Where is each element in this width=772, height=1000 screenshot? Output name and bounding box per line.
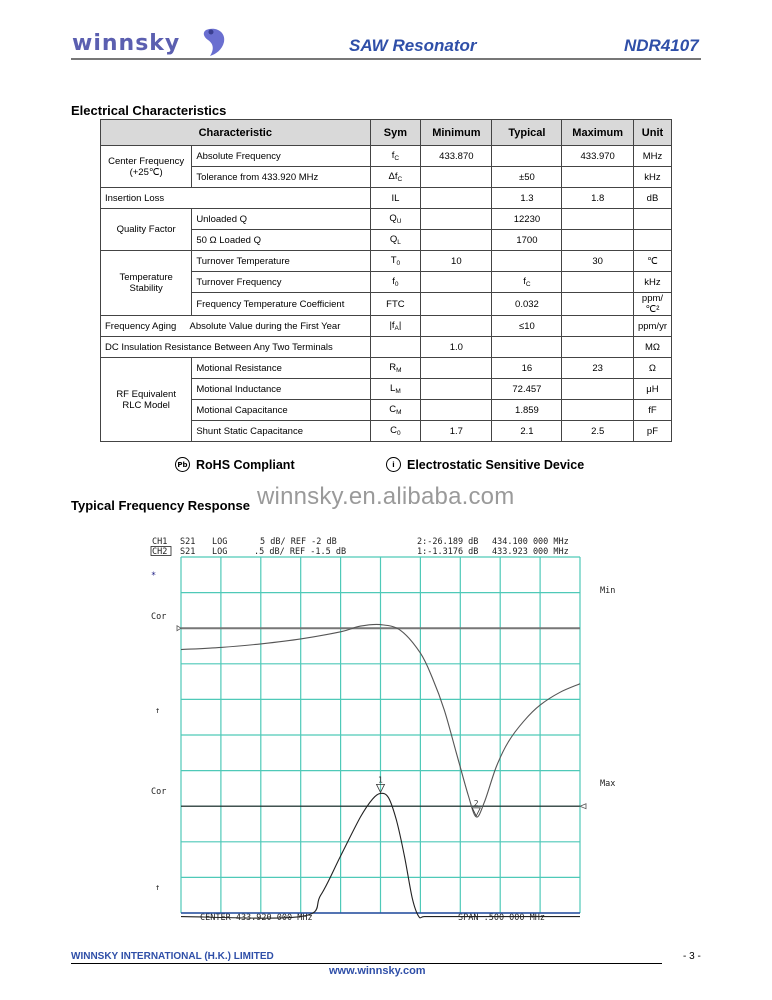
group-quality-factor: Quality Factor	[101, 209, 192, 251]
ch1-scale: 5 dB/ REF -2 dB	[260, 537, 337, 547]
min-cell	[421, 272, 492, 293]
unit-cell: kHz	[633, 167, 671, 188]
param-cell: Shunt Static Capacitance	[192, 421, 370, 442]
max-cell: 2.5	[562, 421, 634, 442]
max-cell	[562, 230, 634, 251]
info-icon: i	[386, 457, 401, 472]
section-title-electrical: Electrical Characteristics	[71, 103, 227, 118]
typ-cell: $f_C$	[492, 272, 562, 293]
param-cell: Absolute Frequency	[192, 146, 370, 167]
param-cell: Motional Resistance	[192, 358, 370, 379]
unit-cell: Ω	[633, 358, 671, 379]
min-cell: 433.870	[421, 146, 492, 167]
unit-cell	[633, 209, 671, 230]
ch2-marker-freq: 433.923 000 MHz	[492, 547, 569, 557]
max-cell	[562, 316, 634, 337]
max-cell	[562, 209, 634, 230]
x-label-span: SPAN .500 000 MHz	[458, 913, 545, 923]
typ-cell: 2.1	[492, 421, 562, 442]
param-cell: Motional Capacitance	[192, 400, 370, 421]
min-cell	[421, 230, 492, 251]
sym-cell: $C_M$	[370, 400, 421, 421]
unit-cell: ppm/yr	[633, 316, 671, 337]
document-title: SAW Resonator	[349, 36, 477, 55]
ch1-reference-marker	[177, 626, 181, 631]
right-label-max: Max	[600, 779, 616, 789]
sym-cell: $f_C$	[370, 146, 421, 167]
table-row	[101, 316, 672, 337]
param-cell: Insertion Loss	[101, 188, 371, 209]
sym-cell: $f_0$	[370, 272, 421, 293]
table-row	[101, 209, 672, 230]
ch2-reference-marker	[580, 804, 586, 809]
unit-cell: μH	[633, 379, 671, 400]
min-cell	[421, 293, 492, 316]
min-cell	[421, 167, 492, 188]
unit-cell: MHz	[633, 146, 671, 167]
sym-cell: $|f_A|$	[370, 316, 421, 337]
min-cell	[421, 379, 492, 400]
param-cell: Turnover Frequency	[192, 272, 370, 293]
ch2-scale: .5 dB/ REF -1.5 dB	[254, 547, 347, 557]
group-center-frequency: Center Frequency (+25℃)	[101, 146, 192, 188]
col-header-minimum: Minimum	[421, 120, 492, 146]
col-header-maximum: Maximum	[562, 120, 634, 146]
footer-company: WINNSKY INTERNATIONAL (H.K.) LIMITED	[71, 951, 274, 962]
footer-url[interactable]: www.winnsky.com	[329, 965, 426, 977]
grid	[181, 557, 580, 913]
unit-cell	[633, 230, 671, 251]
part-number: NDR4107	[624, 36, 699, 55]
param-cell: Frequency Temperature Coefficient	[192, 293, 370, 316]
typ-cell: 1.859	[492, 400, 562, 421]
col-header-characteristic: Characteristic	[101, 120, 371, 146]
header-divider	[71, 58, 701, 60]
typ-cell: 72.457	[492, 379, 562, 400]
marker-1-label: 1	[378, 775, 383, 785]
frequency-response-chart	[140, 530, 640, 930]
left-label-arrow-1: ↑	[155, 706, 161, 716]
ch1-marker-readout: 2:-26.189 dB	[417, 537, 479, 547]
typ-cell: 0.032	[492, 293, 562, 316]
param-cell: DC Insulation Resistance Between Any Two Terminals	[101, 337, 371, 358]
max-cell	[562, 272, 634, 293]
section-title-response: Typical Frequency Response	[71, 498, 250, 513]
watermark: winnsky.en.alibaba.com	[257, 483, 515, 510]
ch1-label: CH1	[152, 537, 168, 547]
rohs-label: RoHS Compliant	[196, 457, 295, 472]
typ-cell: ≤10	[492, 316, 562, 337]
sym-cell: $\Delta f_C$	[370, 167, 421, 188]
footer-divider	[71, 963, 662, 964]
lead-free-icon: Pb	[175, 457, 190, 472]
left-label-cor-1: Cor	[151, 612, 167, 622]
table-header-row	[101, 120, 672, 146]
unit-cell: kHz	[633, 272, 671, 293]
unit-cell: ppm/℃²	[633, 293, 671, 316]
left-label-arrow-2: ↑	[155, 883, 161, 893]
min-cell	[421, 358, 492, 379]
param-cell: Motional Inductance	[192, 379, 370, 400]
typ-cell	[492, 146, 562, 167]
typ-cell: 1700	[492, 230, 562, 251]
unit-cell: ℃	[633, 251, 671, 272]
param-cell: Unloaded Q	[192, 209, 370, 230]
max-cell	[562, 167, 634, 188]
svg-text:winnsky: winnsky	[72, 31, 181, 56]
min-cell	[421, 400, 492, 421]
group-rf-equivalent: RF Equivalent RLC Model	[101, 358, 192, 442]
electrical-characteristics-table	[100, 119, 672, 442]
param-cell: Tolerance from 433.920 MHz	[192, 167, 370, 188]
min-cell	[421, 316, 492, 337]
right-label-min: Min	[600, 586, 616, 596]
ch1-param: S21	[180, 537, 196, 547]
ch2-format: LOG	[212, 547, 228, 557]
left-label-cor-2: Cor	[151, 787, 167, 797]
max-cell	[562, 293, 634, 316]
ch2-marker-readout: 1:-1.3176 dB	[417, 547, 479, 557]
unit-cell: pF	[633, 421, 671, 442]
sym-cell: $Q_U$	[370, 209, 421, 230]
ch2-label: CH2	[152, 547, 168, 557]
table-row	[101, 251, 672, 272]
unit-cell: MΩ	[633, 337, 671, 358]
min-cell: 10	[421, 251, 492, 272]
sym-cell: $T_0$	[370, 251, 421, 272]
max-cell: 1.8	[562, 188, 634, 209]
sym-cell: IL	[370, 188, 421, 209]
sym-cell: FTC	[370, 293, 421, 316]
max-cell: 23	[562, 358, 634, 379]
typ-cell: 16	[492, 358, 562, 379]
sym-cell: $Q_L$	[370, 230, 421, 251]
sym-cell: $L_M$	[370, 379, 421, 400]
typ-cell: 12230	[492, 209, 562, 230]
typ-cell	[492, 251, 562, 272]
typ-cell	[492, 337, 562, 358]
typ-cell: ±50	[492, 167, 562, 188]
table-row	[101, 337, 672, 358]
table-row	[101, 146, 672, 167]
param-cell: Frequency Aging Absolute Value during the First Year	[101, 316, 371, 337]
x-label-center: CENTER 433.920 000 MHz	[200, 913, 313, 923]
typ-cell: 1.3	[492, 188, 562, 209]
max-cell: 433.970	[562, 146, 634, 167]
max-cell	[562, 400, 634, 421]
max-cell: 30	[562, 251, 634, 272]
min-cell: 1.7	[421, 421, 492, 442]
page-number: - 3 -	[683, 951, 701, 962]
ch1-format: LOG	[212, 537, 228, 547]
param-cell: Turnover Temperature	[192, 251, 370, 272]
min-cell: 1.0	[421, 337, 492, 358]
col-header-unit: Unit	[633, 120, 671, 146]
table-row	[101, 188, 672, 209]
max-cell	[562, 379, 634, 400]
min-cell	[421, 209, 492, 230]
min-cell	[421, 188, 492, 209]
col-header-typical: Typical	[492, 120, 562, 146]
max-cell	[562, 337, 634, 358]
param-cell: 50 Ω Loaded Q	[192, 230, 370, 251]
marker-2-label: 2	[473, 798, 479, 808]
group-temperature-stability: Temperature Stability	[101, 251, 192, 316]
ch2-param: S21	[180, 547, 196, 557]
esd-label: Electrostatic Sensitive Device	[407, 457, 585, 472]
table-row	[101, 358, 672, 379]
sym-cell	[370, 337, 421, 358]
sym-cell: $C_0$	[370, 421, 421, 442]
winnsky-logo	[70, 24, 230, 58]
rohs-badge	[175, 457, 295, 472]
unit-cell: dB	[633, 188, 671, 209]
left-label-star: *	[151, 571, 157, 581]
ch1-marker-freq: 434.100 000 MHz	[492, 537, 569, 547]
unit-cell: fF	[633, 400, 671, 421]
col-header-sym: Sym	[370, 120, 421, 146]
esd-badge	[386, 457, 584, 472]
sym-cell: $R_M$	[370, 358, 421, 379]
